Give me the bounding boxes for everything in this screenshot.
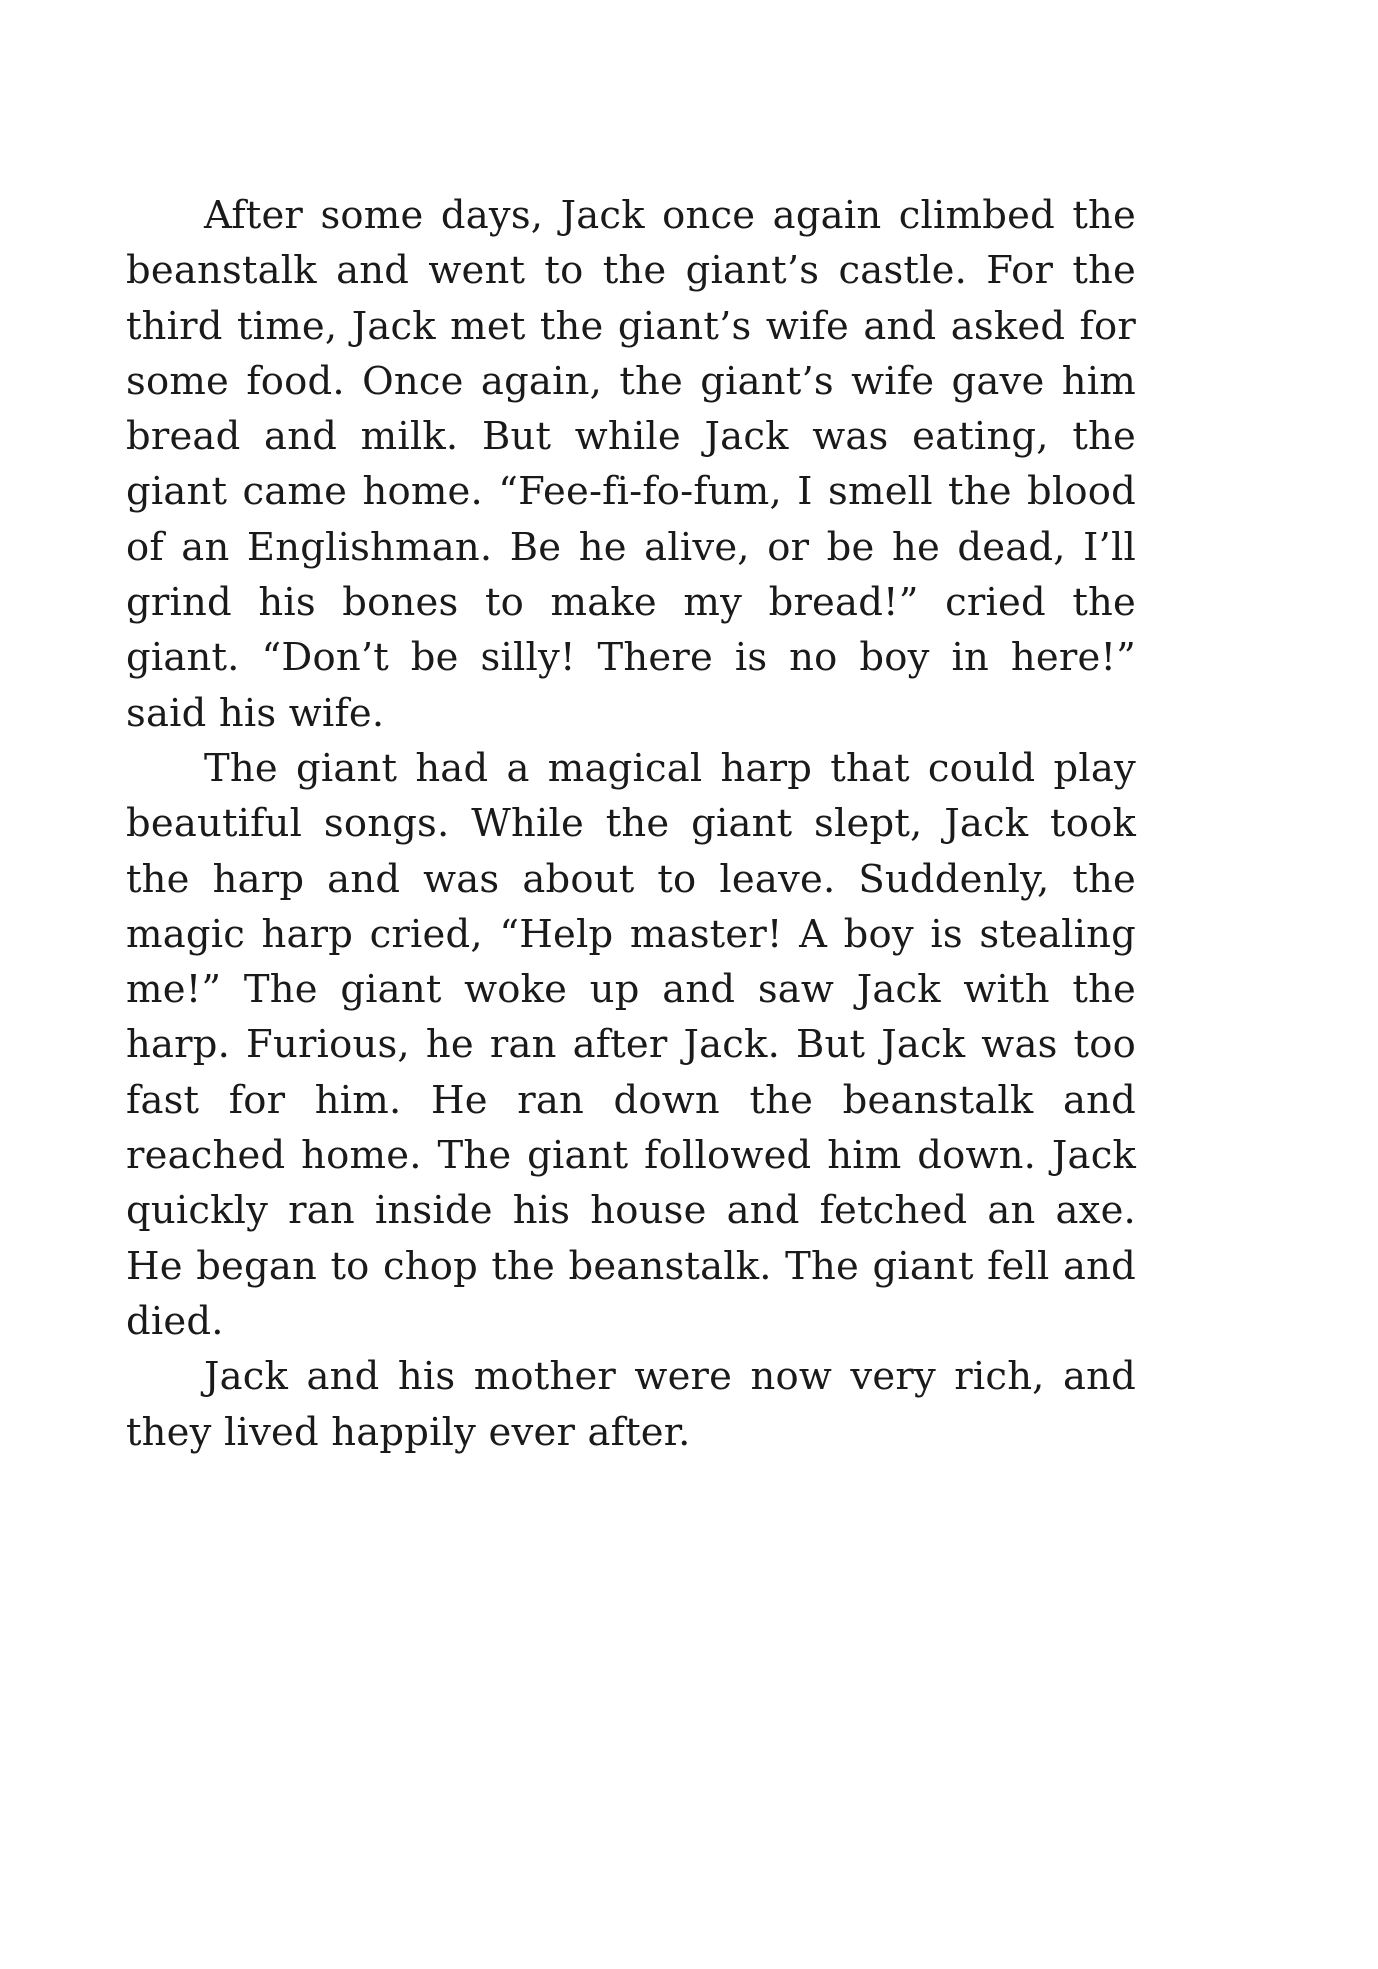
story-text (126, 188, 1136, 1460)
paragraph-magic-harp: The giant had a magical harp that could play beautiful songs. While the giant slept, Jack took the harp and was about to leave. Suddenly, the magic harp cried, “Help master! A boy is stealing me!” The giant woke up and saw Jack with the harp. Furious, he ran after Jack. But Jack was too fast for him. He ran down the beanstalk and reached home. The giant followed him down. Jack quickly ran inside his house and fetched an axe. He began to chop the beanstalk. The giant fell and died. (126, 745, 1136, 1344)
paragraph-happy-ending: Jack and his mother were now very rich, and they lived happily ever after. (126, 1354, 1136, 1455)
paragraph-giant-returns: After some days, Jack once again climbed the beanstalk and went to the giant’s castle. For the third time, Jack met the giant’s wife and asked for some food. Once again, the giant’s wife gave him bread and milk. But while Jack was eating, the giant came home. “Fee-fi-fo-fum, I smell the blood of an Englishman. Be he alive, or be he dead, I’ll grind his bones to make my bread!” cried the giant. “Don’t be silly! There is no boy in here!” said his wife. (126, 193, 1136, 736)
